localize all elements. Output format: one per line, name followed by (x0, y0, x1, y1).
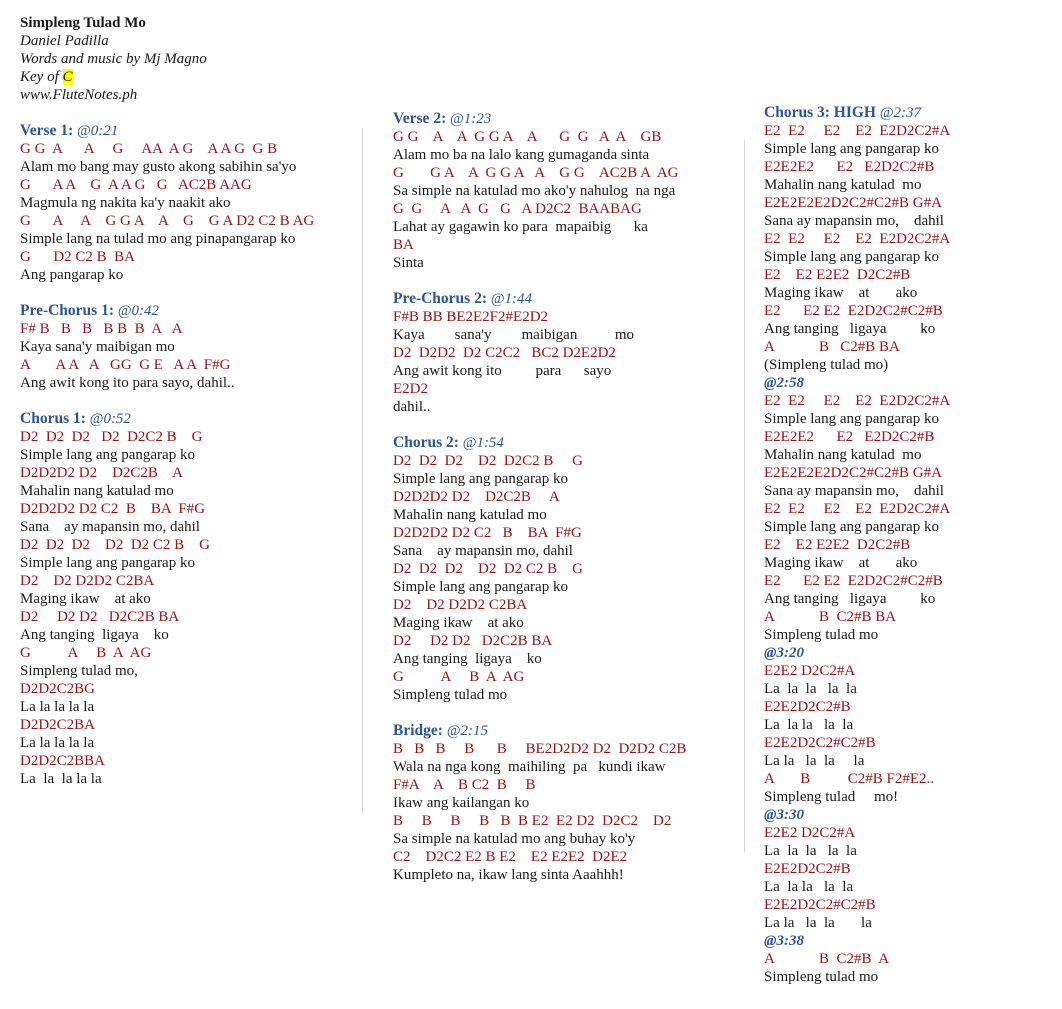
lyric-line: La la la la la (764, 915, 872, 931)
note-line: F#B BB BE2E2F2#E2D2 (393, 309, 549, 325)
song-credits: Words and music by Mj Magno (20, 51, 207, 67)
section-heading (20, 122, 314, 140)
lyric-line: Ang awit kong ito para sayo, dahil.. (20, 375, 235, 391)
section-timestamp: @1:54 (462, 435, 504, 451)
lyric-line: (Simpleng tulad mo) (764, 357, 889, 373)
column-3 (764, 104, 950, 1004)
note-line: B B B B B BE2D2D2 D2 D2D2 C2B (393, 741, 687, 757)
section-name: Pre-Chorus 2: (393, 290, 487, 307)
lyric-line: Mahalin nang katulad mo (393, 507, 547, 523)
section-name: Verse 1: (20, 122, 74, 139)
section-timestamp: @0:21 (76, 123, 119, 139)
note-line: A B C2#B A (764, 951, 890, 967)
song-section (20, 302, 314, 392)
lyric-line: Kumpleto na, ikaw lang sinta Aaahhh! (393, 867, 624, 883)
song-section (764, 104, 950, 986)
section-heading (393, 290, 686, 308)
note-line: BA (393, 237, 414, 253)
note-line: A A A A GG G E A A F#G (20, 357, 231, 373)
lyric-line: La la la la la (764, 879, 854, 895)
lyric-line: Simpleng tulad mo (764, 627, 879, 643)
section-name: Pre-Chorus 1: (20, 302, 114, 319)
note-line: E2 E2 E2 E2 E2D2C2#A (764, 501, 951, 517)
lyric-line: Simple lang ang pangarap ko (764, 249, 939, 265)
lyric-line: Maging ikaw at ako (764, 555, 918, 571)
note-line: E2 E2 E2 E2 E2D2C2#A (764, 123, 951, 139)
section-heading (20, 410, 314, 428)
note-line: D2D2D2 D2 C2 B BA F#G (20, 501, 206, 517)
lyric-line: Simple lang ang pangarap ko (393, 471, 568, 487)
timestamp-line: @3:20 (764, 645, 804, 661)
note-line: E2E2 D2C2#A (764, 825, 856, 841)
section-name: Chorus 2: (393, 434, 459, 451)
section-heading (20, 302, 314, 320)
song-header (20, 14, 207, 104)
song-key (20, 68, 207, 86)
note-line: D2 D2 D2 D2 D2 C2 B G (393, 561, 584, 577)
song-section (20, 122, 314, 284)
note-line: E2E2E2E2D2C2#C2#B G#A (764, 465, 942, 481)
lyric-line: Sana ay mapansin mo, dahil (764, 483, 944, 499)
note-line: E2 E2 E2E2 D2C2#B (764, 267, 911, 283)
section-name: Verse 2: (393, 110, 447, 127)
lyric-line: Ang tanging ligaya ko (20, 627, 169, 643)
note-line: E2E2D2C2#B (764, 699, 851, 715)
note-line: D2D2D2 D2 C2 B BA F#G (393, 525, 582, 541)
timestamp-line: @3:30 (764, 807, 804, 823)
lyric-line: Maging ikaw at ako (764, 285, 918, 301)
note-line: G A A G G A A G G A D2 C2 B AG (20, 213, 315, 229)
song-section (20, 410, 314, 788)
note-line: G G A A G G A A G G AC2B A AG (393, 165, 679, 181)
note-line: B B B B B B E2 E2 D2 D2C2 D2 (393, 813, 672, 829)
song-section (393, 434, 686, 704)
note-line: D2 D2 D2 D2 D2C2 B G (20, 429, 203, 445)
note-line: D2 D2 D2 D2 D2C2 B G (393, 453, 584, 469)
note-line: F# B B B B B B A A (20, 321, 183, 337)
lyric-line: Simple lang ang pangarap ko (764, 141, 939, 157)
lyric-line: Simple lang ang pangarap ko (393, 579, 568, 595)
lyric-line: Simple lang ang pangarap ko (764, 519, 939, 535)
section-timestamp: @0:42 (117, 303, 160, 319)
lyric-line: Simple lang ang pangarap ko (20, 555, 195, 571)
section-name: Chorus 3: HIGH (764, 104, 876, 121)
lyric-line: Simple lang ang pangarap ko (20, 447, 195, 463)
section-heading (393, 110, 686, 128)
lyric-line: Kaya sana'y maibigan mo (20, 339, 175, 355)
note-line: G D2 C2 B BA (20, 249, 136, 265)
section-timestamp: @0:52 (89, 411, 131, 427)
section-timestamp: @1:44 (490, 291, 533, 307)
section-heading (393, 722, 686, 740)
section-heading (764, 104, 950, 122)
lyric-line: Simple lang na tulad mo ang pinapangarap ko (20, 231, 296, 247)
key-prefix: Key of (20, 69, 63, 85)
lyric-line: Sa simple na katulad mo ang buhay ko'y (393, 831, 636, 847)
note-line: A B C2#B BA (764, 339, 900, 355)
site-url: www.FluteNotes.ph (20, 87, 138, 103)
note-line: D2D2C2BBA (20, 753, 106, 769)
timestamp-line: @3:38 (764, 933, 804, 949)
lyric-line: Maging ikaw at ako (393, 615, 524, 631)
lyric-line: La la la la la (764, 717, 854, 733)
lyric-line: Sana ay mapansin mo, dahil (764, 213, 944, 229)
song-title: Simpleng Tulad Mo (20, 15, 146, 31)
note-line: E2 E2 E2 E2D2C2#C2#B (764, 573, 943, 589)
column-2 (393, 110, 686, 902)
section-timestamp: @1:23 (449, 111, 492, 127)
note-line: D2 D2 D2D2 C2BA (393, 597, 528, 613)
lyric-line: Alam mo ba na lalo kang gumaganda sinta (393, 147, 650, 163)
note-line: E2 E2 E2 E2 E2D2C2#A (764, 231, 951, 247)
lyric-line: Magmula ng nakita ka'y naakit ako (20, 195, 231, 211)
lyric-line: Ang pangarap ko (20, 267, 124, 283)
lyric-line: Simpleng tulad mo! (764, 789, 899, 805)
key-value: C (62, 69, 73, 85)
column-divider (362, 128, 363, 814)
note-line: E2E2D2C2#C2#B (764, 897, 876, 913)
note-line: G A A G A A G G AC2B AAG (20, 177, 252, 193)
lyric-line: La la la la la (764, 753, 865, 769)
lyric-line: Sinta (393, 255, 424, 271)
note-line: D2 D2 D2 D2 D2 C2 B G (20, 537, 211, 553)
lyric-line: La la la la la (764, 681, 857, 697)
lyric-line: Wala na nga kong maihiling pa kundi ikaw (393, 759, 666, 775)
lyric-line: Mahalin nang katulad mo (20, 483, 174, 499)
song-section (393, 110, 686, 272)
lyric-line: Lahat ay gagawin ko para mapaibig ka (393, 219, 648, 235)
note-line: G A B A AG (393, 669, 525, 685)
note-line: E2D2 (393, 381, 428, 397)
lyric-line: Sa simple na katulad mo ako'y nahulog na nga (393, 183, 676, 199)
section-timestamp: @2:15 (446, 723, 488, 739)
lyric-line: Mahalin nang katulad mo (764, 177, 922, 193)
note-line: E2E2 D2C2#A (764, 663, 856, 679)
note-line: E2E2E2 E2 E2D2C2#B (764, 159, 935, 175)
lyric-line: Simpleng tulad mo (764, 969, 879, 985)
note-line: E2E2D2C2#C2#B (764, 735, 876, 751)
note-line: G A B A AG (20, 645, 152, 661)
lyric-line: Ang tanging ligaya ko (764, 591, 936, 607)
song-section (393, 722, 686, 884)
note-line: D2D2C2BG (20, 681, 96, 697)
note-line: A B C2#B F2#E2.. (764, 771, 935, 787)
note-line: G G A A G G A A G G A A GB (393, 129, 662, 145)
lyric-line: Simpleng tulad mo (393, 687, 508, 703)
lyric-line: Mahalin nang katulad mo (764, 447, 922, 463)
note-line: D2 D2 D2 D2C2B BA (20, 609, 180, 625)
section-heading (393, 434, 686, 452)
note-line: A B C2#B BA (764, 609, 897, 625)
lyric-line: La la la la la (764, 843, 857, 859)
lyric-line: Kaya sana'y maibigan mo (393, 327, 634, 343)
lyric-line: Ang tanging ligaya ko (764, 321, 936, 337)
lyric-line: Sana ay mapansin mo, dahil (393, 543, 573, 559)
lyric-line: Ang tanging ligaya ko (393, 651, 542, 667)
note-line: D2 D2 D2D2 C2BA (20, 573, 155, 589)
column-divider (744, 140, 745, 852)
note-line: E2E2E2E2D2C2#C2#B G#A (764, 195, 942, 211)
note-line: C2 D2C2 E2 B E2 E2 E2E2 D2E2 (393, 849, 628, 865)
note-line: D2D2C2BA (20, 717, 96, 733)
lyric-line: La la la la la (20, 735, 95, 751)
song-section (393, 290, 686, 416)
note-line: E2E2E2 E2 E2D2C2#B (764, 429, 935, 445)
lyric-line: Ang awit kong ito para sayo (393, 363, 612, 379)
note-line: E2E2D2C2#B (764, 861, 851, 877)
song-artist: Daniel Padilla (20, 33, 109, 49)
note-line: G G A A G G A D2C2 BAABAG (393, 201, 642, 217)
lyric-line: Alam mo bang may gusto akong sabihin sa'yo (20, 159, 297, 175)
lyric-line: La la la la la (20, 771, 102, 787)
timestamp-line: @2:58 (764, 375, 804, 391)
note-line: E2 E2 E2E2 D2C2#B (764, 537, 911, 553)
lyric-line: dahil.. (393, 399, 431, 415)
note-line: E2 E2 E2 E2D2C2#C2#B (764, 303, 943, 319)
lyric-line: Simple lang ang pangarap ko (764, 411, 939, 427)
lyric-line: Sana ay mapansin mo, dahil (20, 519, 200, 535)
column-1 (20, 122, 314, 806)
note-line: D2 D2D2 D2 C2C2 BC2 D2E2D2 (393, 345, 616, 361)
note-line: F#A A B C2 B B (393, 777, 536, 793)
note-line: E2 E2 E2 E2 E2D2C2#A (764, 393, 951, 409)
note-line: D2D2D2 D2 D2C2B A (393, 489, 560, 505)
section-timestamp: @2:37 (879, 105, 922, 121)
section-name: Bridge: (393, 722, 443, 739)
lyric-line: La la la la la (20, 699, 95, 715)
note-line: G G A A G AA A G A A G G B (20, 141, 278, 157)
lyric-line: Ikaw ang kailangan ko (393, 795, 530, 811)
note-line: D2D2D2 D2 D2C2B A (20, 465, 183, 481)
section-name: Chorus 1: (20, 410, 86, 427)
lyric-line: Simpleng tulad mo, (20, 663, 138, 679)
lyric-line: Maging ikaw at ako (20, 591, 151, 607)
note-line: D2 D2 D2 D2C2B BA (393, 633, 553, 649)
